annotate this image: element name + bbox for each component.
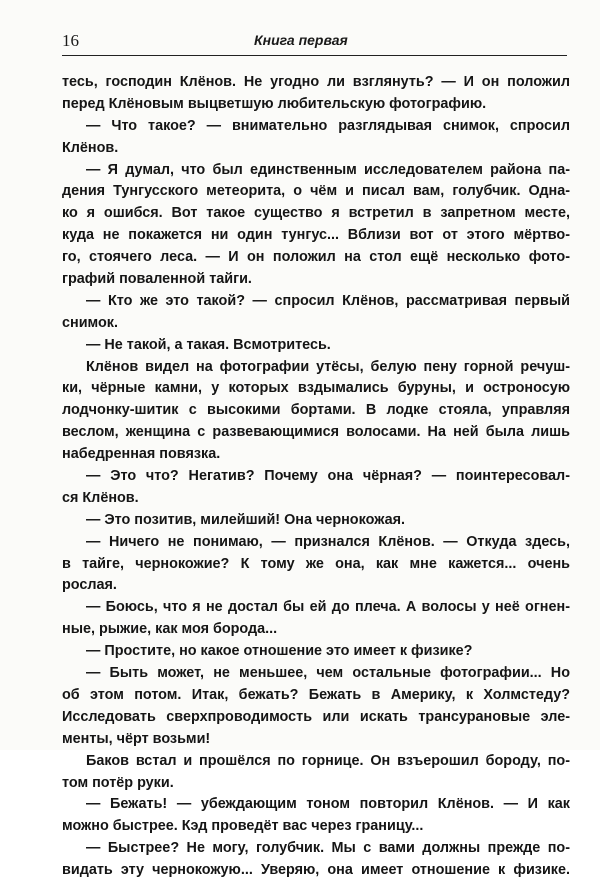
- text-line: ся Клёнов.: [62, 489, 139, 506]
- text-line: — Что такое? — внимательно разглядывая снимок, спросил: [86, 117, 570, 134]
- text-line: Клёнов.: [62, 139, 119, 156]
- text-line: ки, чёрные камни, у которых вздымались буруны, и остроносую: [62, 380, 570, 397]
- text-line: видать эту чернокожую... Уверяю, она имеет отношение к физике.: [62, 862, 570, 879]
- text-line: — Боюсь, что я не достал бы ей до плеча. А волосы у неё огнен-: [86, 599, 570, 616]
- text-line: — Это что? Негатив? Почему она чёрная? — поинтересовал-: [86, 468, 570, 485]
- text-line: менты, чёрт возьми!: [62, 730, 211, 747]
- text-line: веслом, женщина с развевающимися волосами. На ней была лишь: [62, 424, 570, 441]
- page-number: 16: [62, 31, 79, 50]
- text-line: лодчонку-шитик с высокими бортами. В лодке стояла, управляя: [62, 402, 570, 419]
- text-line: — Простите, но какое отношение это имеет к физике?: [86, 643, 473, 660]
- text-line: Баков встал и прошёлся по горнице. Он взъерошил бороду, по-: [86, 752, 570, 769]
- text-line: том потёр руки.: [62, 774, 174, 791]
- page-header: [62, 31, 567, 56]
- text-line: ные, рыжие, как моя борода...: [62, 621, 278, 638]
- running-title: Книга первая: [254, 32, 348, 48]
- text-line: — Бежать! — убеждающим тоном повторил Клёнов. — И как: [86, 796, 570, 813]
- text-line: можно быстрее. Кэд проведёт вас через границу...: [62, 818, 424, 835]
- text-line: об этом потом. Итак, бежать? Бежать в Америку, к Холмстеду?: [62, 686, 570, 703]
- text-line: ко я ошибся. Вот такое существо я встретил в запретном месте,: [62, 205, 570, 222]
- text-line: — Я думал, что был единственным исследователем района па-: [86, 161, 570, 178]
- text-line: набедренная повязка.: [62, 446, 221, 463]
- text-line: дения Тунгусского метеорита, о чём и писал вам, голубчик. Одна-: [62, 183, 570, 200]
- text-line: снимок.: [62, 314, 118, 331]
- text-line: — Это позитив, милейший! Она чернокожая.: [86, 511, 405, 528]
- text-line: — Кто же это такой? — спросил Клёнов, рассматривая первый: [86, 292, 570, 309]
- text-line: — Не такой, а такая. Всмотритесь.: [86, 336, 331, 353]
- text-line: Клёнов видел на фотографии утёсы, белую пену горной речуш-: [86, 358, 570, 375]
- text-line: го, стоячего леса. — И он положил на стол ещё несколько фото-: [62, 249, 570, 266]
- text-line: куда не покажется ни один тунгус... Вблизи вот от этого мёртво-: [62, 227, 570, 244]
- text-line: в тайге, чернокожие? К тому же она, как мне кажется... очень: [62, 555, 570, 572]
- text-line: Исследовать сверхпроводимость или искать трансурановые эле-: [62, 708, 570, 725]
- text-line: тесь, господин Клёнов. Не угодно ли взглянуть? — И он положил: [62, 74, 570, 90]
- body-text: [62, 72, 570, 882]
- text-line: графий поваленной тайги.: [62, 271, 252, 288]
- text-line: — Ничего не понимаю, — признался Клёнов. — Откуда здесь,: [86, 533, 570, 550]
- text-line: — Быстрее? Не могу, голубчик. Мы с вами должны прежде по-: [86, 840, 570, 857]
- text-line: рослая.: [62, 577, 117, 594]
- text-line: перед Клёновым выцветшую любительскую фотографию.: [62, 95, 487, 112]
- text-line: — Быть может, не меньшее, чем остальные фотографии... Но: [86, 665, 570, 682]
